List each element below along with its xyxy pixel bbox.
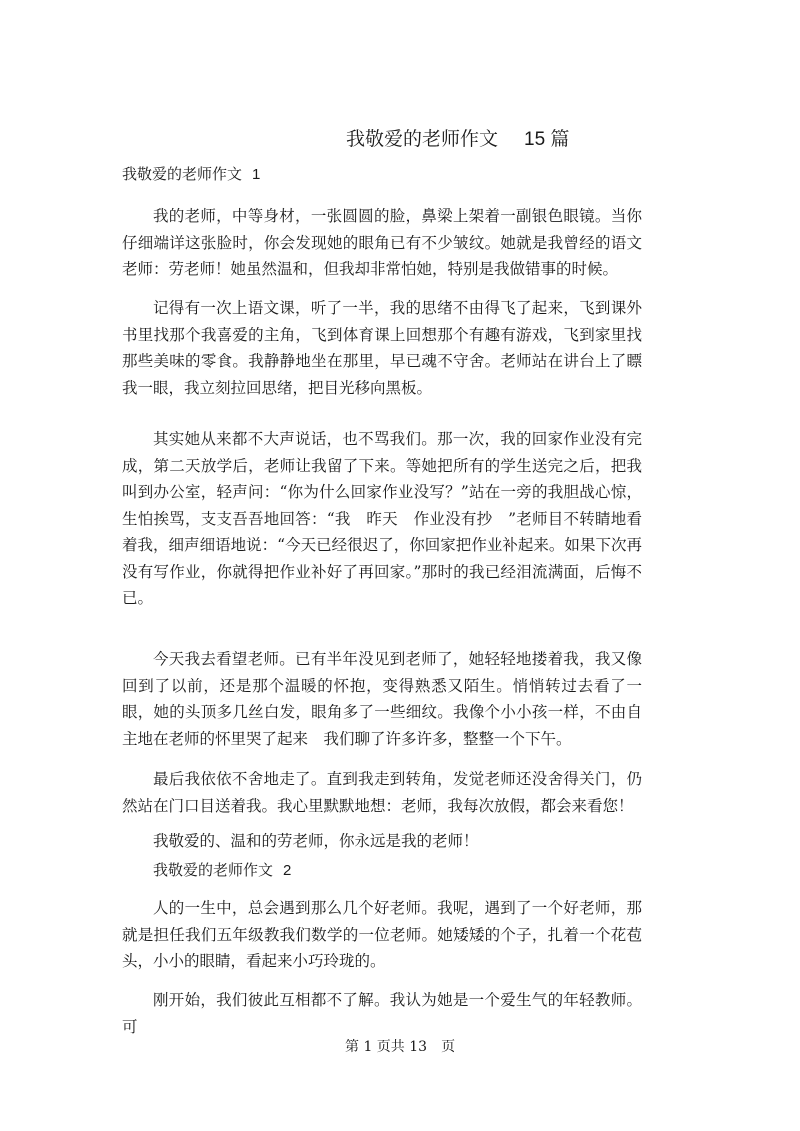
essay-2-number: 2: [283, 862, 292, 879]
essay-1-paragraph: 我的老师，中等身材，一张圆圆的脸，鼻梁上架着一副银色眼镜。当你仔细端详这张脸时，你会发现她的眼角已有不少皱纹。她就是我曾经的语文老师：劳老师！她虽然温和，但我却非常怕她，特别是我做错事的时候。: [122, 207, 642, 278]
essay-1-number: 1: [252, 166, 261, 183]
essay-2-heading-text: 我敬爱的老师作文: [153, 861, 274, 879]
essay-2-paragraph: 人的一生中，总会遇到那么几个好老师。我呢，遇到了一个好老师，那就是担任我们五年级教我们数学的一位老师。她矮矮的个子，扎着一个花苞头，小小的眼睛，看起来小巧玲珑的。: [122, 899, 642, 970]
essay-2-heading: [153, 859, 291, 880]
page-footer: [345, 1036, 455, 1056]
page-number-suffix: 页: [441, 1039, 456, 1055]
essay-1-paragraph: 今天我去看望老师。已有半年没见到老师了，她轻轻地搂着我，我又像回到了以前，还是那个温暖的怀抱，变得熟悉又陌生。悄悄转过去看了一眼，她的头顶多几丝白发，眼角多了一些细纹。我像个小小孩一样，不由自主地在老师的怀里哭了起来 我们聊了许多许多，整整一个下午。: [122, 650, 642, 748]
essay-1-paragraph: 记得有一次上语文课，听了一半，我的思绪不由得飞了起来，飞到课外书里找那个我喜爱的主角，飞到体育课上回想那个有趣有游戏，飞到家里找那些美味的零食。我静静地坐在那里，早已魂不守舍。老师站在讲台上了瞟我一眼，我立刻拉回思绪，把目光移向黑板。: [122, 299, 642, 397]
essay-1-heading: [122, 163, 260, 184]
essay-2-paragraph: 刚开始，我们彼此互相都不了解。我认为她是一个爱生气的年轻教师。可: [122, 991, 642, 1036]
page-title-count: 15 篇: [524, 129, 570, 150]
essay-1-paragraph: 最后我依依不舍地走了。直到我走到转角，发觉老师还没舍得关门，仍然站在门口目送着我。我心里默默地想：老师，我每次放假，都会来看您！: [122, 770, 642, 815]
page-number-prefix: 第 1 页共 13: [345, 1039, 428, 1055]
essay-1-closing: 我敬爱的、温和的劳老师，你永远是我的老师！: [153, 832, 479, 850]
essay-1-heading-text: 我敬爱的老师作文: [122, 165, 243, 183]
essay-1-paragraph: 其实她从来都不大声说话，也不骂我们。那一次，我的回家作业没有完成，第二天放学后，老师让我留了下来。等她把所有的学生送完之后，把我叫到办公室，轻声问：“你为什么回家作业没写？”站在一旁的我胆战心惊，生怕挨骂，支支吾吾地回答：“我 昨天 作业没有抄 ”老师目不转睛地看着我，细声细语地说：“今天已经很迟了，你回家把作业补起来。如果下次再没有写作业，你就得把作业补好了再回家。”那时的我已经泪流满面，后悔不已。: [122, 430, 642, 607]
page-title-text: 我敬爱的老师作文: [346, 128, 499, 150]
page-title: [346, 124, 569, 151]
